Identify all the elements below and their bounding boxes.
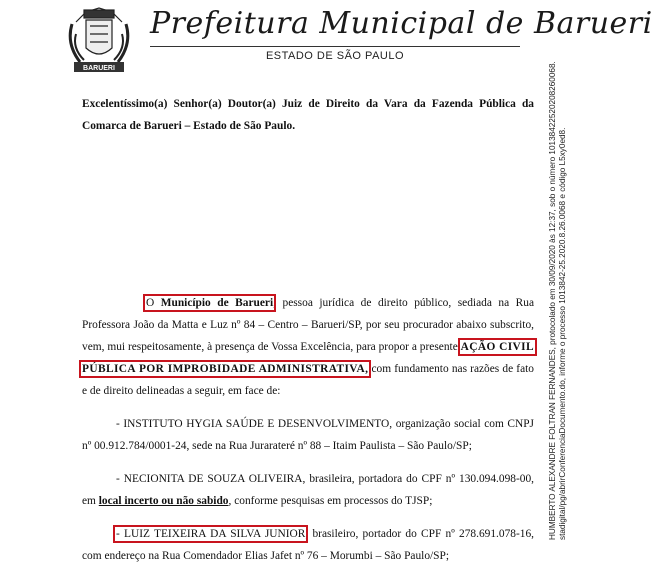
unknown-location: local incerto ou não sabido [98, 495, 229, 507]
state-subtitle: ESTADO DE SÃO PAULO [265, 50, 405, 62]
coat-of-arms-icon [62, 4, 136, 78]
digital-signature-strip [548, 0, 568, 540]
defendant-1: - INSTITUTO HYGIA SAÚDE E DESENVOLVIMENTO, organização social com CNPJ nº 00.912.784/0001-24, sede na Rua Jurarateré nº 88 – Itaim Paulista – São Paulo/SP; [82, 418, 534, 452]
municipality-highlight: O Município de Barueri [146, 297, 274, 309]
opening-paragraph: O Município de Barueri, pessoa jurídica de direito público, sediada na Rua Professora João da Matta e Luz nº 84 – Centro – Barueri/SP, por seu procurador abaixo subscrito, vem, mui respeitosamente, à presença de Vossa Excelência, para propor a presente AÇÃO CIVIL PÚBLICA POR IMPROBIDADE ADMINISTRATIVA, com fundamento nas razões de fato e de direito delineadas a seguir, em face de: [82, 297, 535, 397]
government-title: Prefeitura Municipal de Barueri [150, 6, 653, 41]
header-divider [150, 46, 520, 47]
address-heading: Excelentíssimo(a) Senhor(a) Doutor(a) Juiz de Direito da Vara da Fazenda Pública da Comarca de Barueri – Estado de São Paulo. [82, 98, 534, 132]
defendant-3-name: - LUIZ TEIXEIRA DA SILVA JUNIOR [116, 528, 306, 540]
municipality-name: Município de Barueri [160, 297, 274, 309]
signature-line-2: stadigital/pg/abrirConferenciaDocumento.do, informe o processo 1013842-25.2020.8.26.0068 e código L5xy0ed8. [558, 127, 567, 540]
defendant-3: - LUIZ TEIXEIRA DA SILVA JUNIOR, brasileiro, portador do CPF nº 278.691.078-16, com endereço na Rua Comendador Elias Jafet nº 76 – Morumbi – São Paulo/SP; [82, 528, 534, 562]
document-body [82, 292, 534, 567]
defendant-2: - NECIONITA DE SOUZA OLIVEIRA, brasileira, portadora do CPF nº 130.094.098-00, em local incerto ou não sabido, conforme pesquisas em processos do TJSP; [82, 473, 534, 507]
crest-banner-text: BARUERI [83, 65, 115, 72]
signature-line-1: HUMBERTO ALEXANDRE FOLTRAN FERNANDES, protocolado em 30/09/2020 às 12:37, sob o número 10138422520208260068. [548, 61, 557, 540]
action-title: AÇÃO CIVIL PÚBLICA POR IMPROBIDADE ADMINISTRATIVA, [82, 341, 534, 375]
